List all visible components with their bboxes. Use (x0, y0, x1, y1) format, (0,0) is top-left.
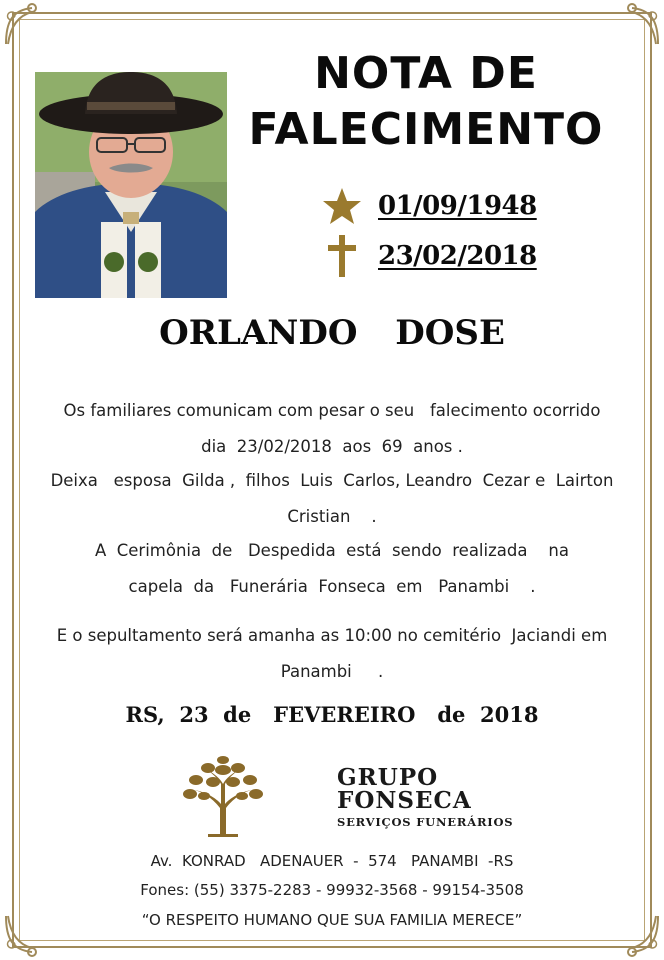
address-line: Av. KONRAD ADENAUER - 574 PANAMBI -RS (150, 852, 514, 870)
logo-line1: GRUPO (337, 764, 439, 791)
corner-ornament-icon (616, 2, 662, 48)
page-title-line1: NOTA DE (314, 48, 538, 99)
logo-line2: FONSECA (337, 787, 472, 814)
place-date: RS, 23 de FEVEREIRO de 2018 (125, 702, 539, 727)
corner-ornament-icon (2, 2, 48, 48)
star-icon (320, 186, 364, 226)
phones-line: Fones: (55) 3375-2283 - 99932-3568 - 99154-3508 (140, 881, 524, 899)
tree-icon (178, 750, 268, 838)
message-paragraph: Os familiares comunicam com pesar o seu falecimento ocorrido dia 23/02/2018 aos 69 anos . (63, 401, 601, 456)
cross-icon (320, 236, 364, 276)
page-title-line2: FALECIMENTO (248, 104, 604, 155)
deceased-name: ORLANDO DOSE (159, 313, 505, 353)
message-paragraph: Deixa esposa Gilda , filhos Luis Carlos, Leandro Cezar e Lairton Cristian . (50, 471, 614, 526)
birth-date: 01/09/1948 (378, 191, 537, 221)
company-logo (337, 766, 513, 829)
death-date-row (320, 236, 537, 276)
birth-date-row (320, 186, 537, 226)
death-date: 23/02/2018 (378, 241, 537, 271)
message-paragraph: A Cerimônia de Despedida está sendo realizada na capela da Funerária Fonseca em Panambi . (94, 541, 570, 596)
logo-subtitle: SERVIÇOS FUNERÁRIOS (337, 815, 514, 829)
motto-line: “O RESPEITO HUMANO QUE SUA FAMILIA MERECE” (141, 911, 523, 929)
message-paragraph: E o sepultamento será amanha as 10:00 no cemitério Jaciandi em Panambi . (56, 626, 608, 681)
portrait-photo (35, 72, 227, 298)
